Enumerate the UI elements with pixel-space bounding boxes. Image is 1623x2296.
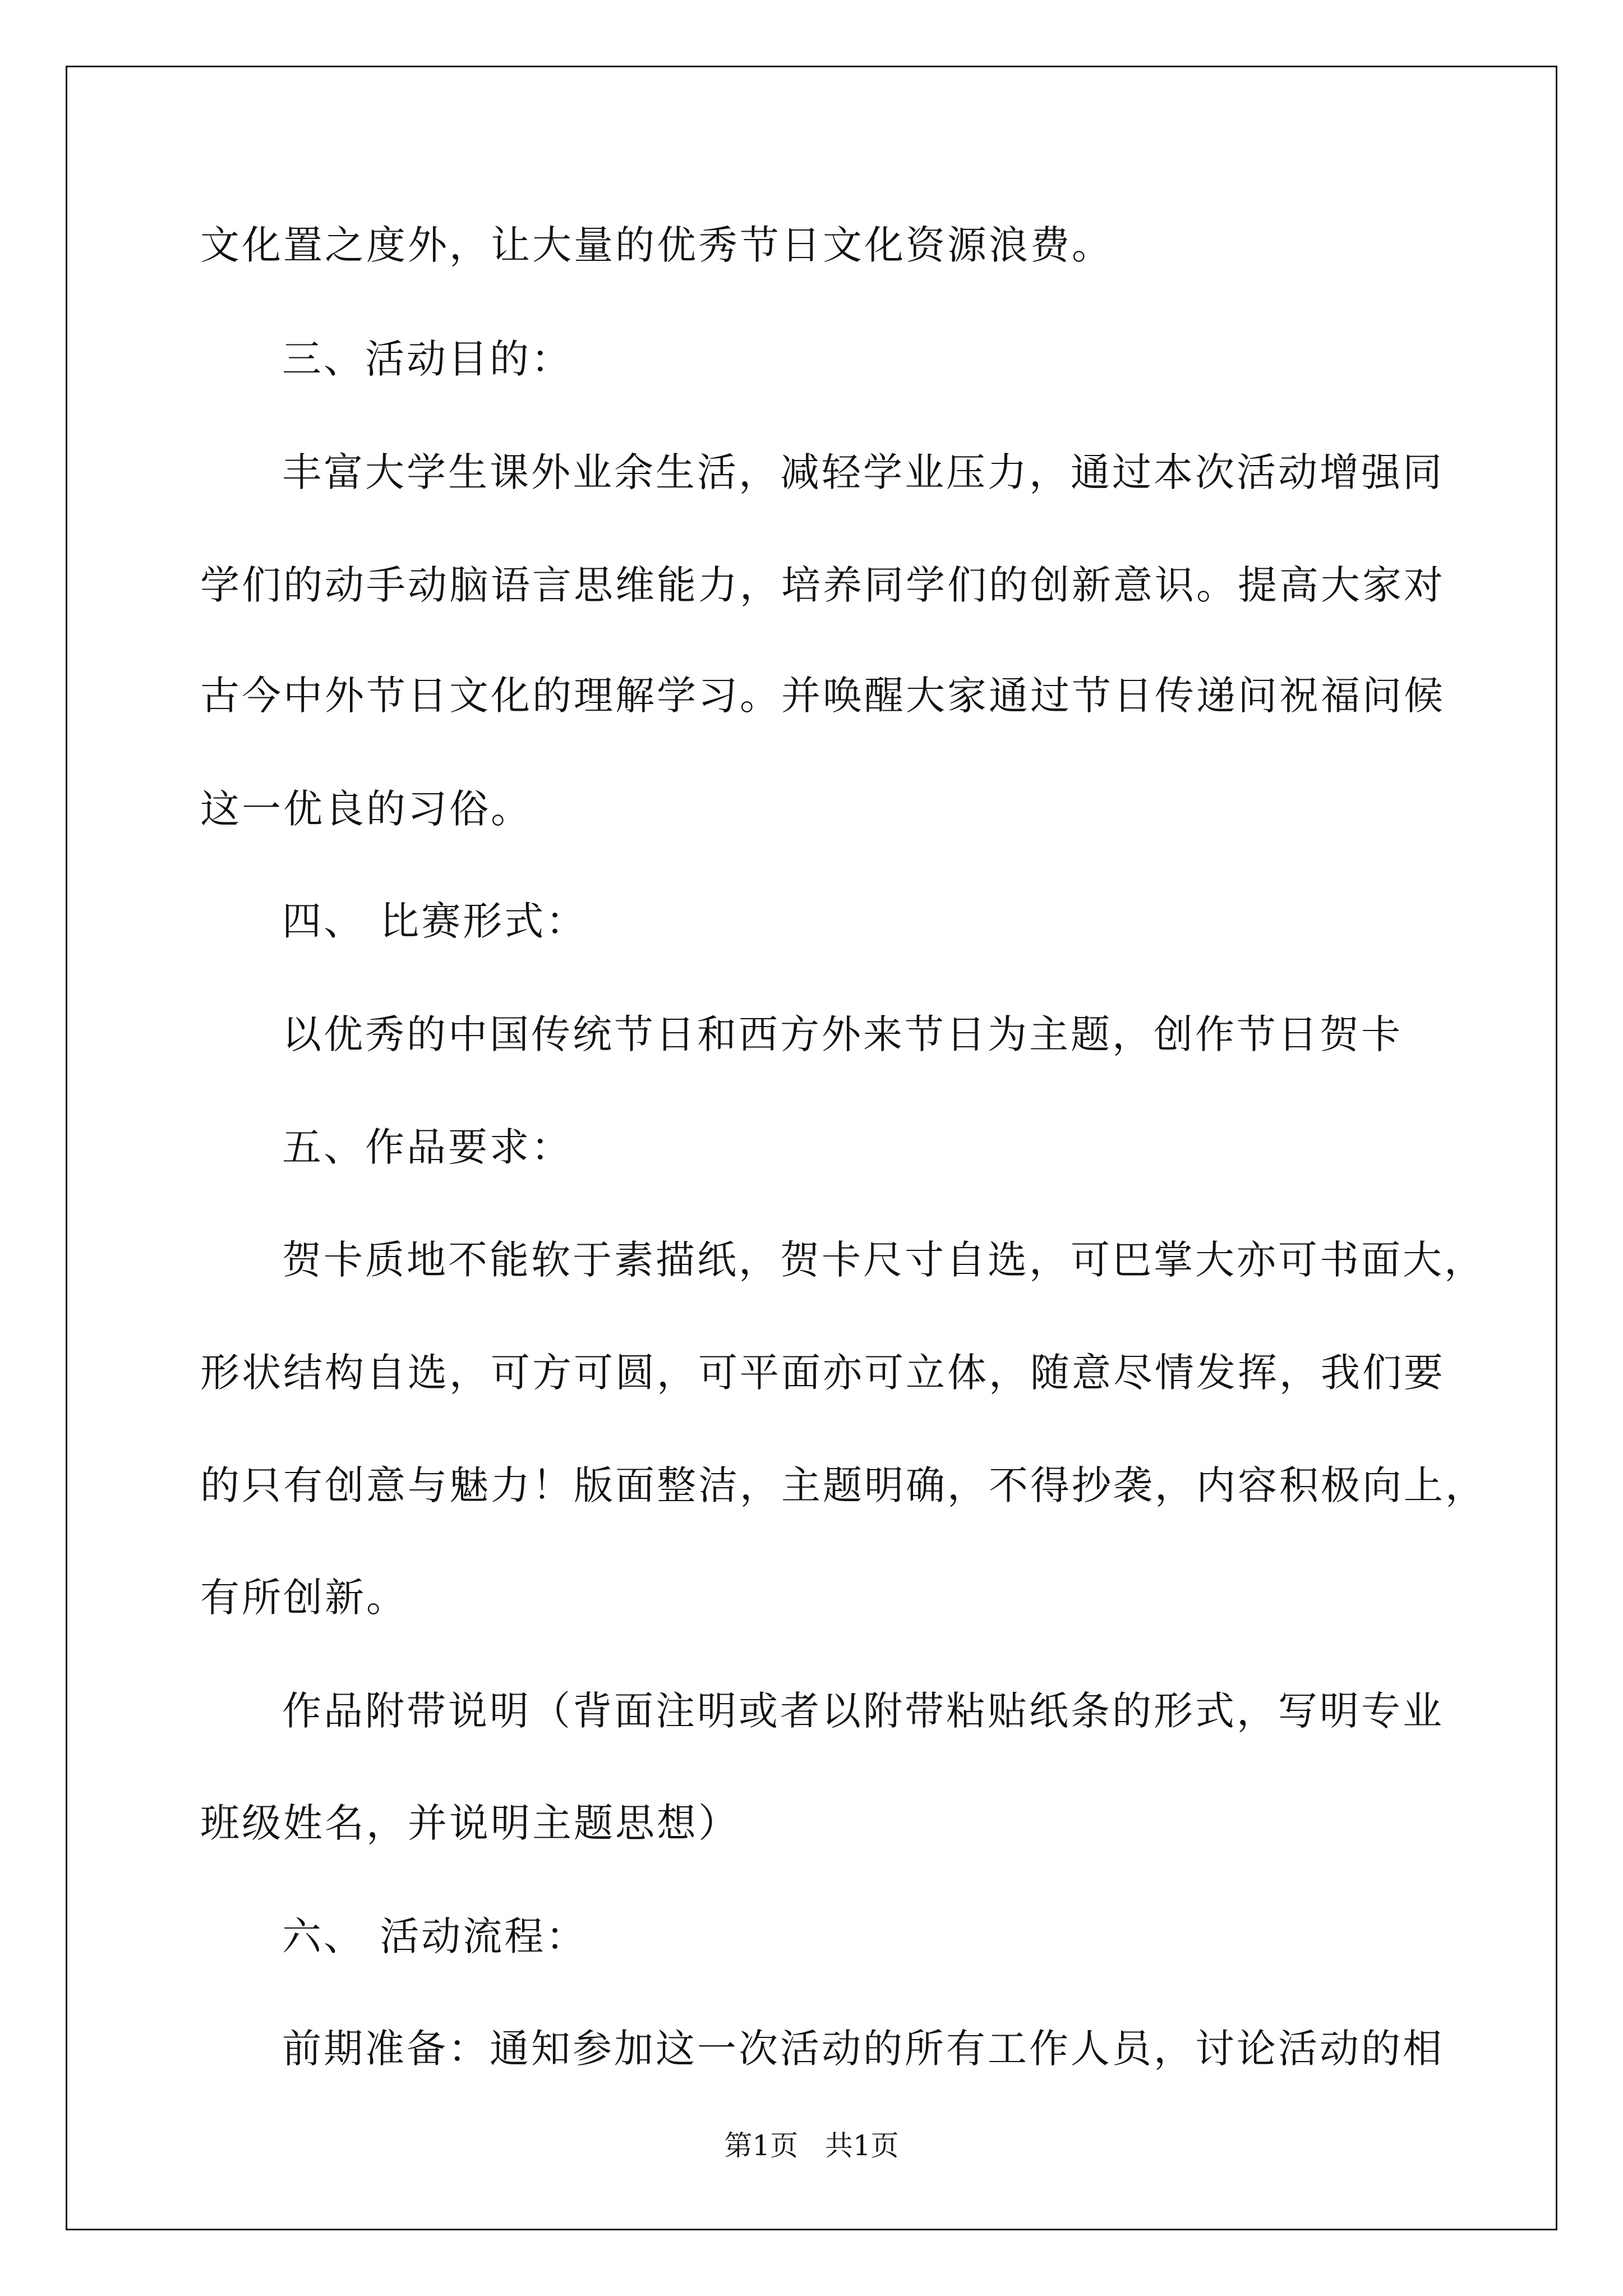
- body-line-8: 以优秀的中国传统节日和西方外来节日为主题，创作节日贺卡: [282, 1011, 1403, 1057]
- body-line-4: 学们的动手动脑语言思维能力，培养同学们的创新意识。提高大家对: [200, 562, 1445, 608]
- section-heading-work-requirements: 五、作品要求：: [282, 1124, 573, 1170]
- body-line-3: 丰富大学生课外业余生活，减轻学业压力，通过本次活动增强同: [282, 449, 1444, 495]
- body-line-12: 的只有创意与魅力！版面整洁，主题明确，不得抄袭，内容积极向上，: [200, 1462, 1487, 1508]
- body-line-11: 形状结构自选，可方可圆，可平面亦可立体，随意尽情发挥，我们要: [200, 1350, 1445, 1396]
- body-line-13: 有所创新。: [200, 1575, 408, 1621]
- section-heading-competition-form: 四、 比赛形式：: [282, 898, 588, 944]
- section-heading-activity-purpose: 三、活动目的：: [282, 336, 573, 382]
- body-line-15: 班级姓名，并说明主题思想）: [200, 1800, 740, 1846]
- page-number-footer: 第1页 共1页: [724, 2129, 899, 2162]
- body-line-17: 前期准备：通知参加这一次活动的所有工作人员，讨论活动的相: [282, 2026, 1444, 2072]
- section-heading-activity-process: 六、 活动流程：: [282, 1913, 588, 1959]
- body-line-10: 贺卡质地不能软于素描纸，贺卡尺寸自选，可巴掌大亦可书面大，: [282, 1237, 1486, 1283]
- body-line-6: 这一优良的习俗。: [200, 786, 532, 832]
- body-line-1: 文化置之度外，让大量的优秀节日文化资源浪费。: [200, 222, 1113, 268]
- body-line-5: 古今中外节日文化的理解学习。并唤醒大家通过节日传递问祝福问候: [200, 673, 1445, 719]
- body-line-14: 作品附带说明（背面注明或者以附带粘贴纸条的形式，写明专业: [282, 1688, 1444, 1734]
